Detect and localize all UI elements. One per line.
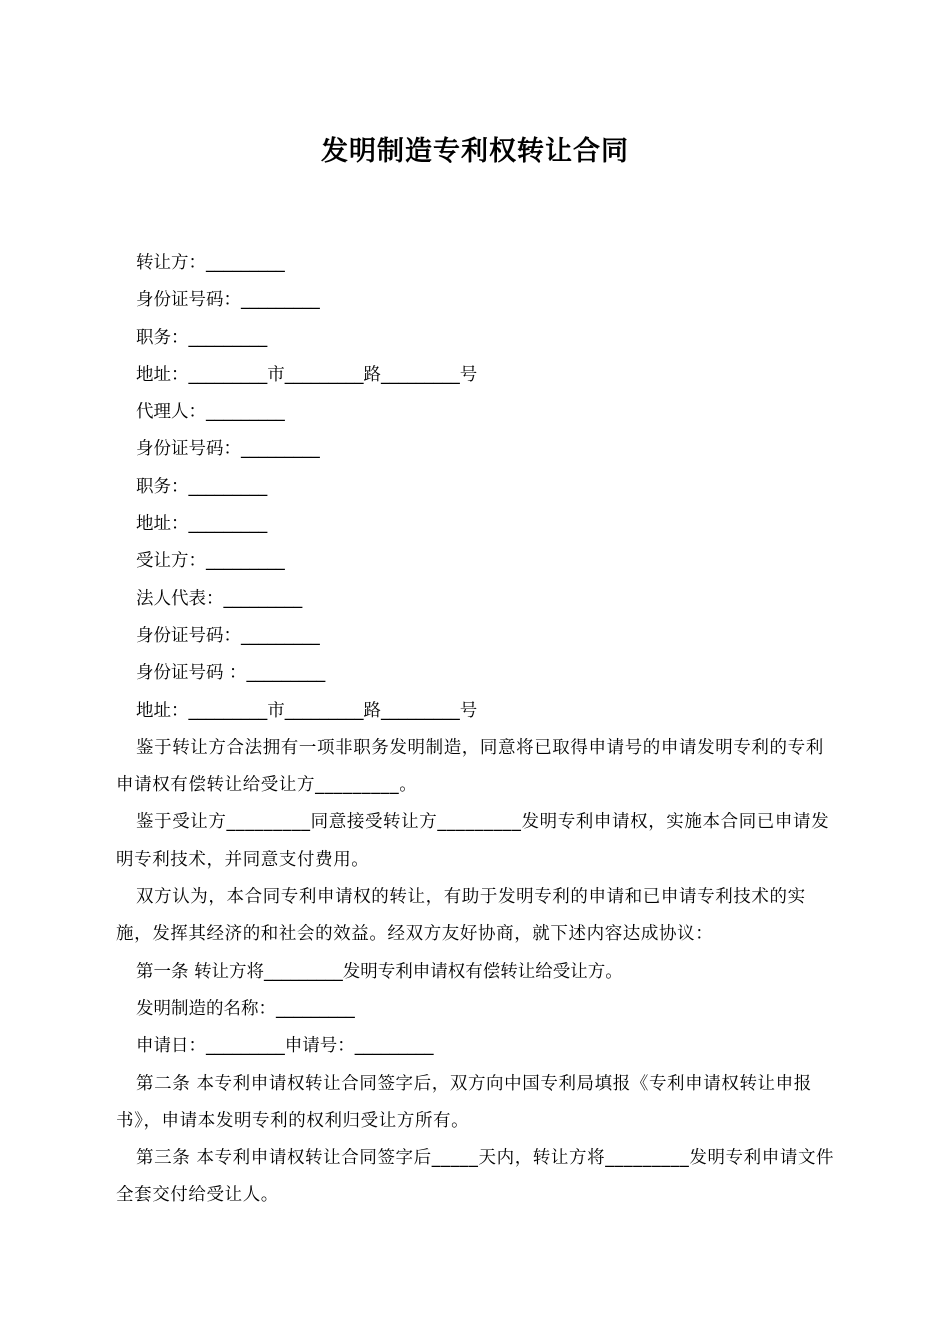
transferor-field: 转让方：_________ bbox=[136, 253, 285, 273]
invention-name-field: 发明制造的名称：_________ bbox=[136, 998, 355, 1019]
article-3: 第三条 本专利申请权转让合同签字后_____天内，转让方将_________发明专利申请文件全套交付给受让人。 bbox=[116, 1148, 835, 1206]
contract-body bbox=[116, 245, 836, 1215]
transferor-address-field: 地址：_________市_________路_________号 bbox=[136, 364, 478, 385]
agent-field: 代理人：_________ bbox=[136, 402, 285, 423]
contract-title: 发明制造专利权转让合同 bbox=[321, 136, 629, 167]
application-info-field: 申请日：_________申请号：_________ bbox=[136, 1036, 434, 1057]
transferor-position-field: 职务：_________ bbox=[136, 327, 268, 348]
recital-paragraph-3: 双方认为，本合同专利申请权的转让，有助于发明专利的申请和已申请专利技术的实施，发挥其经济的和社会的效益。经双方友好协商，就下述内容达成协议： bbox=[116, 887, 806, 945]
recital-paragraph-1: 鉴于转让方合法拥有一项非职务发明制造，同意将已取得申请号的申请发明专利的专利申请权有偿转让给受让方_________。 bbox=[116, 737, 824, 796]
agent-id-field: 身份证号码：_________ bbox=[136, 439, 320, 460]
transferee-address-field: 地址：_________市_________路_________号 bbox=[136, 700, 478, 721]
agent-position-field: 职务：_________ bbox=[136, 476, 268, 497]
transferee-id-field-2: 身份证号码 ：_________ bbox=[136, 663, 326, 684]
transferee-id-field: 身份证号码：_________ bbox=[136, 625, 320, 646]
article-1: 第一条 转让方将_________发明专利申请权有偿转让给受让方。 bbox=[136, 961, 623, 982]
transferor-id-field: 身份证号码：_________ bbox=[136, 290, 320, 311]
article-2: 第二条 本专利申请权转让合同签字后，双方向中国专利局填报《专利申请权转让申报书》，申请本发明专利的权利归受让方所有。 bbox=[116, 1073, 812, 1131]
recital-paragraph-2: 鉴于受让方_________同意接受转让方_________发明专利申请权，实施本合同已申请发明专利技术，并同意支付费用。 bbox=[116, 812, 830, 870]
legal-representative-field: 法人代表：_________ bbox=[136, 588, 303, 609]
agent-address-field: 地址：_________ bbox=[136, 514, 268, 535]
transferee-field: 受让方：_________ bbox=[136, 551, 285, 572]
